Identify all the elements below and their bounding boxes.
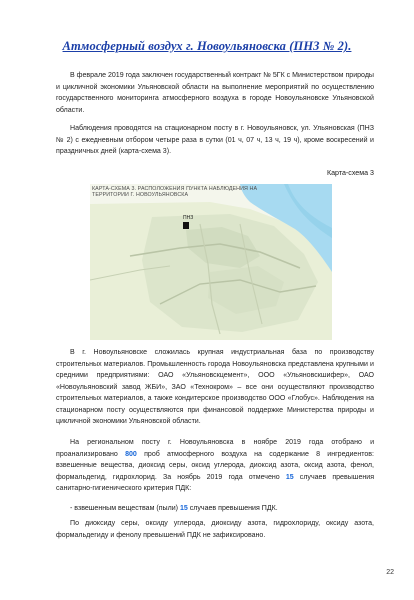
list-text-b: случаев превышения ПДК. xyxy=(187,505,278,512)
samples-count: 800 xyxy=(125,450,137,458)
exceedance-count: 15 xyxy=(285,473,294,481)
list-count: 15 xyxy=(179,505,188,512)
station-label: ПНЗ xyxy=(183,215,194,221)
map-title: КАРТА-СХЕМА 3. РАСПОЛОЖЕНИЯ ПУНКТА НАБЛЮДЕНИЯ НА ТЕРРИТОРИИ Г. НОВОУЛЬЯНОВСКА xyxy=(92,186,258,199)
paragraph-samples xyxy=(56,437,374,495)
paragraph-observations: Наблюдения проводятся на стационарном посту в г. Новоульяновск, ул. Ульяновская (ПНЗ № 2) с ежедневным отбором четыре раза в сутки (01 ч, 07 ч, 13 ч, 19 ч), кроме воскресений и праздничных дней (карта-схема 3). xyxy=(56,125,374,155)
station-marker xyxy=(183,222,189,229)
samples-text-c: случаев превышения санитарно-гигиенического критерия ПДК: xyxy=(56,473,375,492)
samples-text-a: На региональном посту г. Новоульяновска в ноябре 2019 года отобрано и проанализировано xyxy=(56,439,374,458)
page-title: Атмосферный воздух г. Новоульяновска (ПНЗ № 2). xyxy=(62,39,352,53)
paragraph-industry: В г. Новоульяновске сложилась крупная индустриальная база по производству строительных материалов. Промышленность города Новоульяновска представлена крупными и средними предприятиями: ОАО «Ульяновскцемент», ООО «Ульяновскшифер», ОАО «Новоульяновский завод ЖБИ», ЗАО «Технокром» – все они осуществляют производство строительных материалов, а также кондитерское производство ООО «Глобус». Наблюдения на стационарном посту осуществляются при финансовой поддержке Министерства природы и цикличной экономики Ульяновской области. xyxy=(56,349,374,425)
samples-text-b: проб атмосферного воздуха на содержание 8 ингредиентов: взвешенные вещества, диоксид серы, оксид углерода, диоксид азота, оксид азота, фенол, формальдегид, гидрохлорид. За ноябрь 2019 года отмечено xyxy=(56,450,374,481)
paragraph-no-exceedance: По диоксиду серы, оксиду углерода, диоксиду азота, гидрохлориду, оксиду азота, формальдегиду и фенолу превышений ПДК не зафиксировано. xyxy=(56,520,374,539)
paragraph-contract: В феврале 2019 года заключен государственный контракт № 5ГК с Министерством природы и цикличной экономики Ульяновской области на выполнение мероприятий по осуществлению государственного мониторинга атмосферного воздуха в городе Новоульяновске Ульяновской области. xyxy=(56,72,374,114)
list-text-a: - взвешенным веществам (пыли) xyxy=(70,505,180,512)
map-caption: Карта-схема 3 xyxy=(326,169,374,177)
page-number: 22 xyxy=(386,569,394,576)
map-image xyxy=(90,184,332,340)
exceedance-list-item xyxy=(70,503,374,515)
station-map xyxy=(90,184,332,340)
